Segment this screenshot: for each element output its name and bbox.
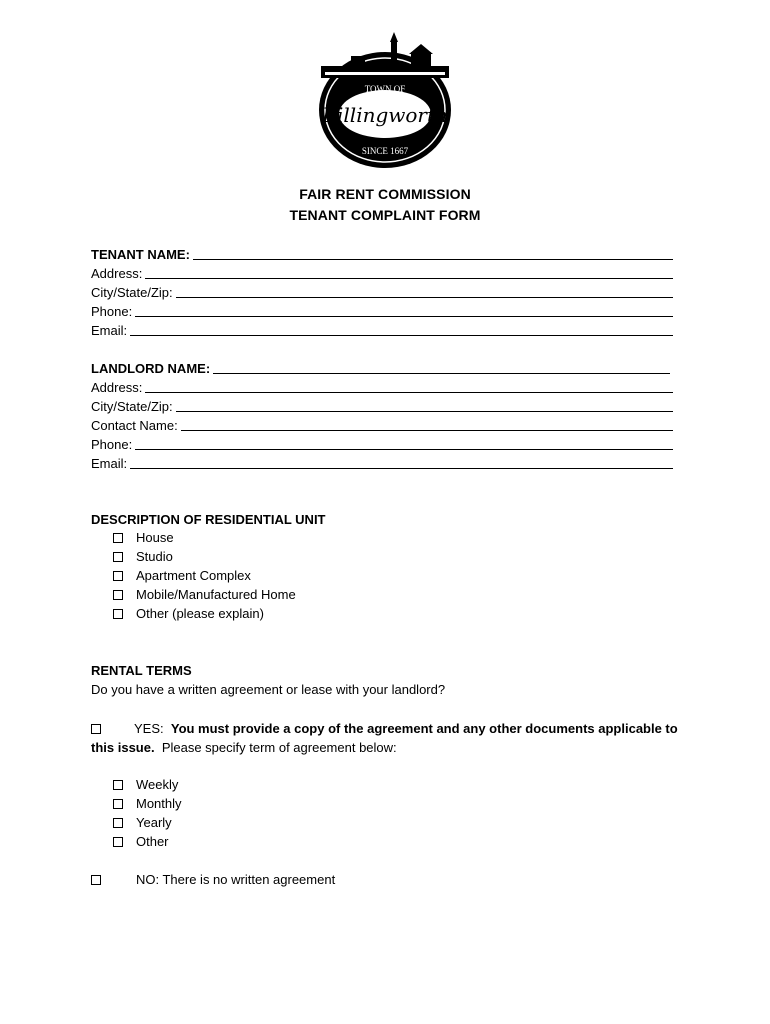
tenant-email-line[interactable] [130, 334, 673, 336]
landlord-email-label: Email: [91, 456, 128, 471]
town-seal-logo [311, 30, 459, 172]
rental-question: Do you have a written agreement or lease with your landlord? [91, 682, 446, 697]
seal-top-text: TOWN OF [364, 84, 406, 94]
tenant-email-label: Email: [91, 323, 128, 338]
tenant-phone-line[interactable] [135, 315, 673, 317]
tenant-name-label: TENANT NAME: [91, 247, 190, 262]
landlord-name-line[interactable] [213, 372, 670, 374]
term-option-label: Other [136, 834, 169, 849]
landlord-address-label: Address: [91, 380, 143, 395]
tenant-city-line[interactable] [176, 296, 673, 298]
yes-label: YES: [134, 721, 164, 736]
form-title-line2: TENANT COMPLAINT FORM [289, 207, 481, 223]
term-option-label: Yearly [136, 815, 172, 830]
checkbox[interactable] [113, 818, 123, 828]
tenant-name-line[interactable] [193, 258, 673, 260]
checkbox[interactable] [113, 533, 123, 543]
term-option-label: Monthly [136, 796, 182, 811]
unit-option-studio[interactable] [113, 549, 173, 564]
tenant-email-field[interactable] [91, 320, 673, 339]
landlord-contact-field[interactable] [91, 415, 673, 434]
checkbox[interactable] [113, 590, 123, 600]
rental-no-option[interactable] [91, 872, 335, 887]
checkbox[interactable] [113, 780, 123, 790]
landlord-email-line[interactable] [130, 467, 673, 469]
landlord-phone-line[interactable] [135, 448, 673, 450]
unit-option-label: Mobile/Manufactured Home [136, 587, 296, 602]
landlord-name-label: LANDLORD NAME: [91, 361, 211, 376]
unit-option-other[interactable] [113, 606, 264, 621]
tenant-address-label: Address: [91, 266, 143, 281]
unit-option-label: House [136, 530, 174, 545]
tenant-name-field[interactable] [91, 244, 673, 263]
landlord-phone-label: Phone: [91, 437, 133, 452]
tenant-city-field[interactable] [91, 282, 673, 301]
seal-bottom-text: SINCE 1667 [361, 146, 409, 156]
landlord-email-field[interactable] [91, 453, 673, 472]
rental-yes-option[interactable] [91, 719, 691, 757]
tenant-city-label: City/State/Zip: [91, 285, 173, 300]
checkbox[interactable] [113, 552, 123, 562]
tenant-phone-label: Phone: [91, 304, 133, 319]
landlord-city-field[interactable] [91, 396, 673, 415]
term-option-label: Weekly [136, 777, 179, 792]
form-title-line1: FAIR RENT COMMISSION [299, 186, 471, 202]
tenant-phone-field[interactable] [91, 301, 673, 320]
yes-rest-text: Please specify term of agreement below: [161, 740, 397, 755]
unit-heading: DESCRIPTION OF RESIDENTIAL UNIT [91, 512, 326, 527]
tenant-address-line[interactable] [145, 277, 673, 279]
checkbox[interactable] [113, 799, 123, 809]
checkbox[interactable] [113, 609, 123, 619]
term-option-weekly[interactable] [113, 777, 178, 792]
term-option-monthly[interactable] [113, 796, 182, 811]
landlord-city-line[interactable] [176, 410, 673, 412]
tenant-address-field[interactable] [91, 263, 673, 282]
landlord-address-field[interactable] [91, 377, 673, 396]
landlord-contact-line[interactable] [181, 429, 673, 431]
term-option-yearly[interactable] [113, 815, 172, 830]
unit-option-label: Apartment Complex [136, 568, 251, 583]
term-option-other[interactable] [113, 834, 169, 849]
checkbox[interactable] [91, 875, 101, 885]
landlord-contact-label: Contact Name: [91, 418, 178, 433]
unit-option-mobile[interactable] [113, 587, 296, 602]
checkbox[interactable] [113, 571, 123, 581]
no-label: NO: There is no written agreement [136, 872, 336, 887]
unit-option-label: Studio [136, 549, 173, 564]
landlord-city-label: City/State/Zip: [91, 399, 173, 414]
checkbox[interactable] [113, 837, 123, 847]
unit-option-house[interactable] [113, 530, 174, 545]
rental-heading: RENTAL TERMS [91, 663, 192, 678]
seal-town-name: Killingworth [322, 103, 448, 127]
landlord-phone-field[interactable] [91, 434, 673, 453]
landlord-name-field[interactable] [91, 358, 670, 377]
unit-option-label: Other (please explain) [136, 606, 264, 621]
yes-bold-text: You must provide a copy of the agreement and any other documents applicable to this issue. [91, 721, 678, 755]
landlord-address-line[interactable] [145, 391, 673, 393]
unit-option-apartment[interactable] [113, 568, 251, 583]
checkbox[interactable] [91, 724, 101, 734]
